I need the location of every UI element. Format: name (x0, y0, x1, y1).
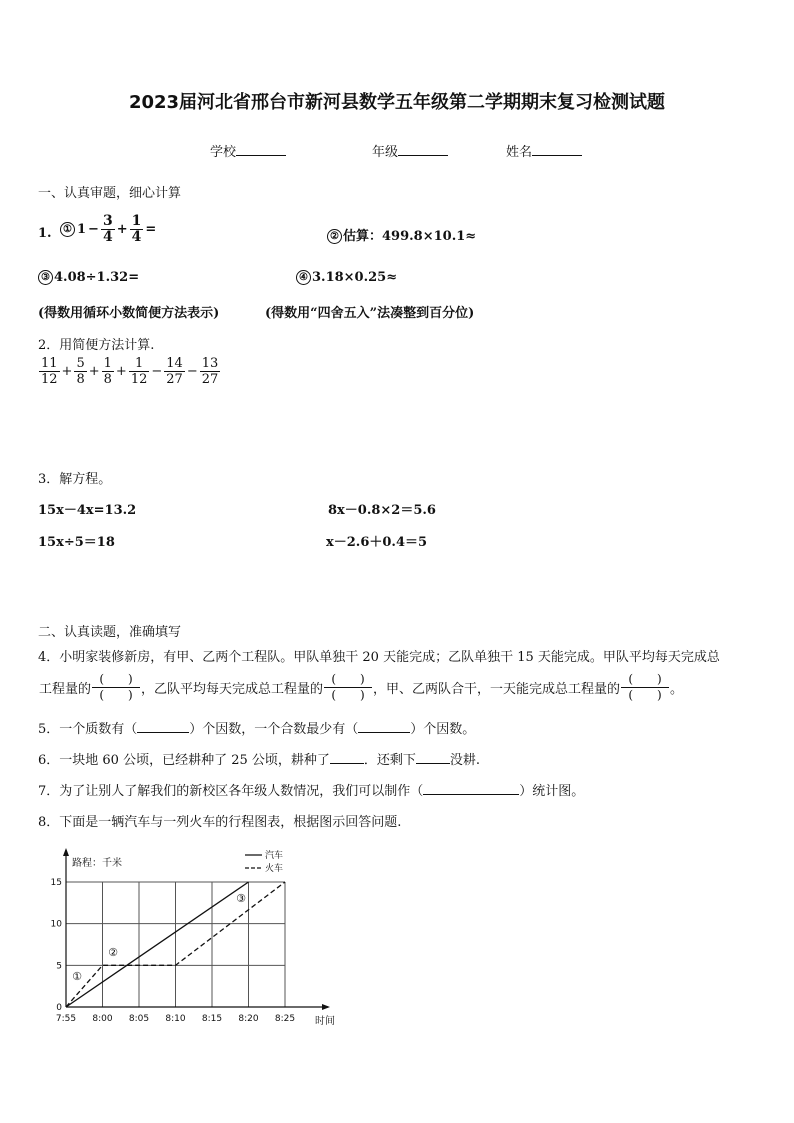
x-axis-label: 时间 (315, 1016, 335, 1027)
y-axis-arrow (63, 848, 69, 856)
q1-note-c: (得数用循环小数简便方法表示) (38, 306, 220, 321)
chart-axes (63, 848, 330, 1010)
q1-number: 1. (38, 226, 52, 241)
fraction: $\frac{11}{12}$ (41, 356, 58, 387)
q1-note-d: (得数用“四舍五入”法凑整到百分位) (265, 306, 475, 321)
q1-part-b: ② 估算：499.8×10.1≈ (327, 225, 476, 244)
circled-number: ① (60, 222, 75, 237)
fraction-blank[interactable]: ( ) ( ) (621, 672, 669, 703)
fraction: $\frac{3}{4}$ (102, 213, 113, 245)
chart-grid (66, 882, 285, 1007)
q7: 7．为了让别人了解我们的新校区各年级人数情况，我们可以制作（ ）统计图。 (38, 784, 585, 799)
legend-label: 火车 (265, 864, 284, 874)
q5: 5．一个质数有（ ）个因数，一个合数最少有（ ）个因数。 (38, 722, 476, 737)
equation-4: x－2.6＋0.4＝5 (326, 535, 428, 550)
fraction: $\frac{14}{27}$ (166, 356, 183, 387)
page-title: 2023届河北省邢台市新河县数学五年级第二学期期末复习检测试题 (128, 92, 666, 113)
annotation-label: ① (72, 970, 82, 983)
q1-part-c: ③ 4.08÷1.32= (38, 270, 139, 285)
fraction-blank[interactable]: ( ) ( ) (324, 672, 372, 703)
q1-part-a: ① 1 − $\frac{3}{4}$ + $\frac{1}{4}$ = (60, 214, 157, 245)
circled-number: ② (327, 229, 342, 244)
answer-blank[interactable] (358, 720, 410, 733)
legend-label: 汽车 (265, 851, 284, 861)
school-field[interactable] (210, 141, 286, 160)
fraction: $\frac{1}{12}$ (130, 356, 148, 387)
operator: + (115, 364, 127, 379)
x-tick-label: 8:05 (128, 1014, 150, 1024)
operator: + (88, 364, 100, 379)
q2-expression (38, 356, 221, 387)
section2-heading: 二、认真读题，准确填写 (38, 625, 182, 640)
grade-label: 年级 (372, 145, 399, 160)
q6: 6．一块地 60 公顷，已经耕种了 25 公顷，耕种了 ．还剩下 没耕. (38, 753, 481, 768)
fraction: $\frac{13}{27}$ (201, 356, 219, 387)
chart-labels (51, 849, 335, 1027)
name-field[interactable] (506, 141, 582, 160)
fraction: $\frac{1}{8}$ (103, 356, 112, 387)
x-tick-label: 8:00 (92, 1014, 113, 1024)
operator: − (186, 364, 198, 379)
y-tick-label: 0 (56, 1003, 62, 1013)
operator: + (61, 364, 73, 379)
x-tick-label: 8:25 (274, 1014, 296, 1024)
equation-1: 15x－4x=13.2 (38, 503, 137, 518)
section1-heading: 一、认真审题，细心计算 (38, 186, 182, 201)
x-tick-label: 8:10 (165, 1014, 186, 1024)
circled-number: ③ (38, 270, 53, 285)
x-axis-arrow (322, 1004, 330, 1010)
q8-prompt: 8．下面是一辆汽车与一列火车的行程图表，根据图示回答问题. (38, 815, 402, 830)
equation-3: 15x÷5＝18 (38, 535, 115, 550)
x-tick-label: 7:55 (55, 1014, 77, 1024)
grade-blank[interactable] (398, 143, 448, 156)
equation-2: 8x－0.8×2＝5.6 (328, 503, 436, 518)
q3-prompt: 3．解方程。 (38, 472, 112, 487)
q4-line1: 4．小明家装修新房，有甲、乙两个工程队。甲队单独干 20 天能完成；乙队单独干 15 天能完成。甲队平均每天完成总 (38, 650, 720, 665)
x-tick-label: 8:15 (201, 1014, 223, 1024)
answer-blank[interactable] (416, 751, 450, 764)
q4-line2: 工程量的 ( ) ( ) ，乙队平均每天完成总工程量的 ( ) ( ) ，甲、乙两队合干，一天能完成总工程量的 ( ) ( ) 。 (39, 672, 684, 702)
x-tick-label: 8:20 (238, 1014, 259, 1024)
annotation-label: ③ (236, 892, 246, 905)
q2-prompt: 2．用简便方法计算. (38, 338, 155, 353)
q1-part-d: ④ 3.18×0.25≈ (296, 270, 397, 285)
answer-blank[interactable] (423, 782, 519, 795)
school-blank[interactable] (236, 143, 286, 156)
y-tick-label: 5 (56, 961, 62, 972)
y-tick-label: 10 (50, 919, 62, 930)
school-label: 学校 (210, 145, 237, 160)
y-tick-label: 15 (50, 878, 62, 888)
operator: − (151, 364, 163, 379)
travel-chart (40, 840, 350, 1035)
series-line (66, 882, 249, 1007)
answer-blank[interactable] (137, 720, 189, 733)
answer-blank[interactable] (330, 751, 364, 764)
annotation-label: ② (108, 946, 118, 959)
fraction-blank[interactable]: ( ) ( ) (92, 672, 140, 703)
y-axis-label: 路程：千米 (72, 858, 122, 869)
circled-number: ④ (296, 270, 311, 285)
fraction: $\frac{1}{4}$ (131, 213, 142, 245)
grade-field[interactable] (372, 141, 448, 160)
name-label: 姓名 (506, 145, 533, 160)
fraction: $\frac{5}{8}$ (76, 356, 85, 387)
name-blank[interactable] (532, 143, 582, 156)
